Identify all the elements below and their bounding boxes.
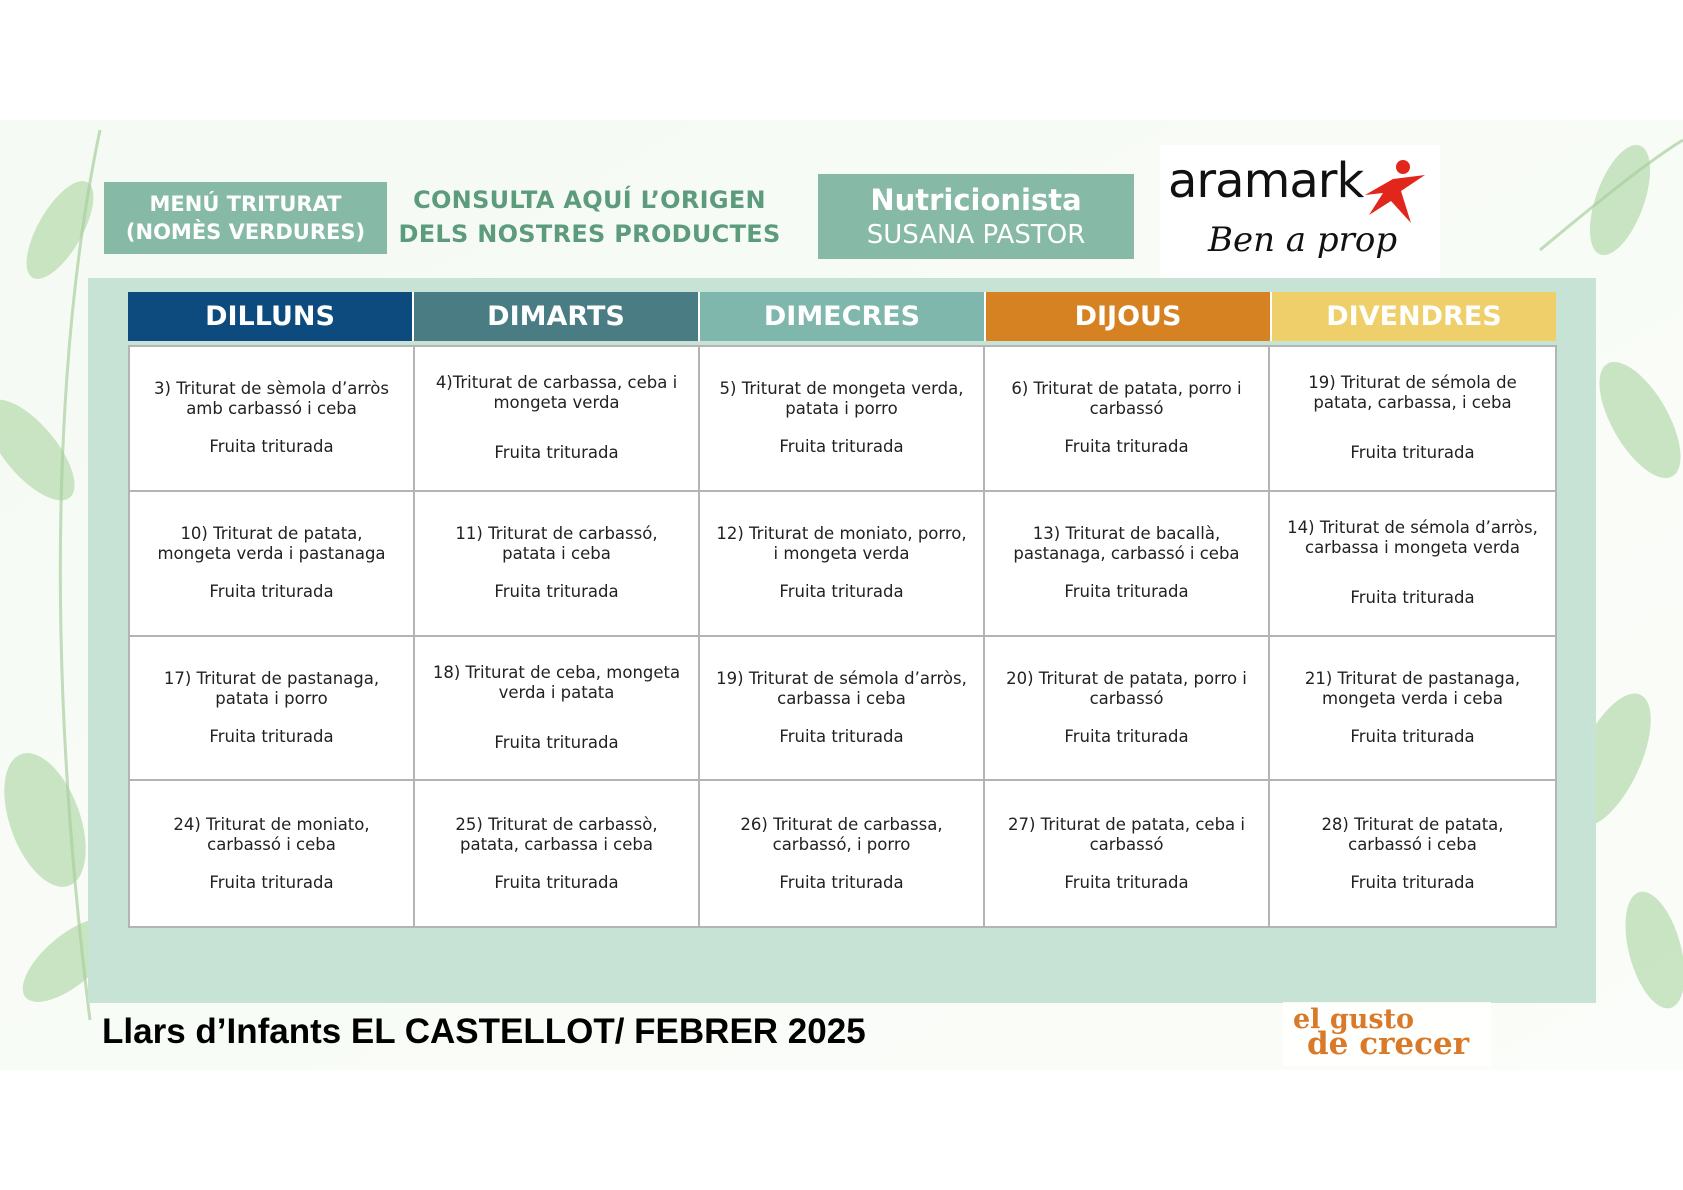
menu-cell [130, 492, 415, 637]
fruit-text: Fruita triturada [494, 732, 619, 752]
day-header-dimecres: DIMECRES [700, 292, 986, 341]
fruit-text: Fruita triturada [494, 443, 619, 463]
menu-cell [985, 637, 1270, 782]
dish-text: 28) Triturat de patata, carbassó i ceba [1321, 814, 1504, 854]
day-header-row [128, 292, 1556, 341]
menu-cell [985, 347, 1270, 492]
dish-text: 17) Triturat de pastanaga, patata i porro [163, 668, 380, 708]
dish-text: 10) Triturat de patata, mongeta verda i pastanaga [157, 524, 386, 564]
fruit-text: Fruita triturada [209, 582, 334, 602]
menu-cell [700, 637, 985, 782]
dish-text: 6) Triturat de patata, porro i carbassó [1011, 379, 1242, 419]
fruit-text: Fruita triturada [209, 726, 334, 746]
menu-cell [415, 781, 700, 926]
menu-type-line1: MENÚ TRITURAT [149, 192, 342, 216]
dish-text: 21) Triturat de pastanaga, mongeta verda i ceba [1304, 668, 1521, 708]
fruit-text: Fruita triturada [1350, 588, 1475, 608]
menu-cell [985, 492, 1270, 637]
el-gusto-de-crecer-logo [1283, 1002, 1491, 1066]
menu-cell [415, 492, 700, 637]
nutritionist-title: Nutricionista [870, 182, 1082, 217]
dish-text: 20) Triturat de patata, porro i carbassó [1006, 668, 1247, 708]
menu-cell [130, 637, 415, 782]
dish-text: 12) Triturat de moniato, porro, i mongeta verda [716, 524, 967, 564]
nutritionist-name: SUSANA PASTOR [866, 219, 1086, 250]
dish-text: 19) Triturat de sémola de patata, carbassa, i ceba [1308, 373, 1517, 413]
fruit-text: Fruita triturada [209, 872, 334, 892]
menu-cell [700, 347, 985, 492]
menu-grid [128, 345, 1557, 928]
logo-line1: el gusto [1293, 1004, 1415, 1035]
nutritionist-badge [818, 174, 1134, 259]
menu-type-line2: (NOMÈS VERDURES) [125, 220, 366, 244]
fruit-text: Fruita triturada [779, 582, 904, 602]
dish-text: 3) Triturat de sèmola d’arròs amb carbassó i ceba [154, 379, 389, 419]
dish-text: 25) Triturat de carbassò, patata, carbassa i ceba [455, 814, 658, 854]
product-origin-link[interactable] [397, 183, 782, 251]
fruit-text: Fruita triturada [1064, 872, 1189, 892]
logo-line2: de crecer [1307, 1026, 1470, 1062]
dish-text: 27) Triturat de patata, ceba i carbassó [1008, 814, 1245, 854]
menu-cell [700, 781, 985, 926]
dish-text: 13) Triturat de bacallà, pastanaga, carbassó i ceba [1013, 524, 1240, 564]
fruit-text: Fruita triturada [209, 437, 334, 457]
day-header-dimarts: DIMARTS [414, 292, 700, 341]
menu-cell [700, 492, 985, 637]
menu-cell [415, 637, 700, 782]
fruit-text: Fruita triturada [1064, 582, 1189, 602]
product-origin-line1: CONSULTA AQUÍ L’ORIGEN [413, 186, 766, 214]
footer-title: Llars d’Infants EL CASTELLOT/ FEBRER 2025 [102, 1012, 866, 1051]
dish-text: 24) Triturat de moniato, carbassó i ceba [173, 814, 370, 854]
menu-cell [130, 347, 415, 492]
fruit-text: Fruita triturada [494, 872, 619, 892]
dish-text: 11) Triturat de carbassó, patata i ceba [455, 524, 658, 564]
day-header-divendres: DIVENDRES [1272, 292, 1556, 341]
fruit-text: Fruita triturada [1064, 437, 1189, 457]
fruit-text: Fruita triturada [1064, 726, 1189, 746]
menu-cell [415, 347, 700, 492]
day-header-dilluns: DILLUNS [128, 292, 414, 341]
dish-text: 4)Triturat de carbassa, ceba i mongeta verda [435, 373, 678, 413]
dish-text: 14) Triturat de sémola d’arròs, carbassa i mongeta verda [1287, 518, 1538, 558]
dish-text: 19) Triturat de sémola d’arròs, carbassa i ceba [716, 668, 967, 708]
day-header-dijous: DIJOUS [986, 292, 1272, 341]
fruit-text: Fruita triturada [779, 726, 904, 746]
menu-cell [1270, 781, 1555, 926]
menu-cell [1270, 637, 1555, 782]
dish-text: 5) Triturat de mongeta verda, patata i porro [719, 379, 964, 419]
menu-type-badge [104, 182, 387, 254]
fruit-text: Fruita triturada [494, 582, 619, 602]
menu-cell [1270, 347, 1555, 492]
brand-name: aramark [1168, 153, 1364, 209]
fruit-text: Fruita triturada [1350, 872, 1475, 892]
product-origin-line2: DELS NOSTRES PRODUCTES [398, 220, 781, 248]
menu-cell [1270, 492, 1555, 637]
menu-cell [985, 781, 1270, 926]
menu-cell [130, 781, 415, 926]
dish-text: 18) Triturat de ceba, mongeta verda i patata [432, 662, 681, 702]
fruit-text: Fruita triturada [779, 437, 904, 457]
fruit-text: Fruita triturada [1350, 443, 1475, 463]
aramark-logo [1160, 145, 1440, 280]
fruit-text: Fruita triturada [1350, 726, 1475, 746]
fruit-text: Fruita triturada [779, 872, 904, 892]
dish-text: 26) Triturat de carbassa, carbassó, i porro [740, 814, 943, 854]
brand-tagline: Ben a prop [1208, 220, 1398, 260]
